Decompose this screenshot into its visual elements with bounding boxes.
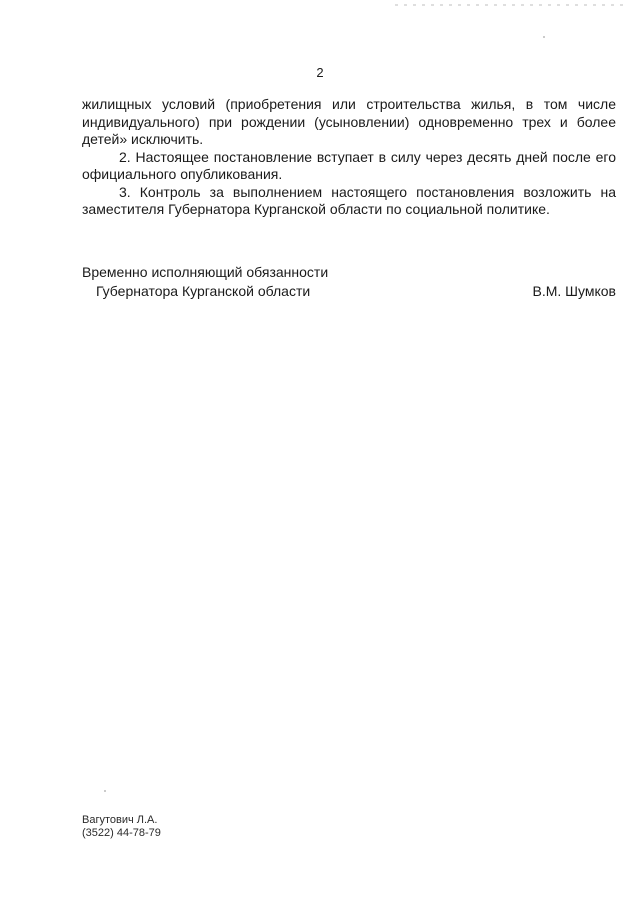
paragraph-item-3: 3. Контроль за выполнением настоящего постановления возложить на заместителя Губернатора Курганской области по социальной политике. (82, 183, 616, 217)
executor-name: Вагутович Л.А. (82, 814, 158, 826)
signatory-title-line2: Губернатора Курганской области (96, 283, 311, 299)
document-body (82, 96, 616, 219)
signatory-name: В.М. Шумков (532, 283, 616, 299)
signature-line (82, 282, 616, 301)
page-number: 2 (316, 65, 324, 80)
signatory-title-line1: Временно исполняющий обязанности (82, 264, 329, 280)
scan-speck (543, 36, 545, 38)
executor-info (82, 814, 161, 840)
paragraph-continuation: жилищных условий (приобретения или строительства жилья, в том числе индивидуального) при рождении (усыновлении) одновременно трех и более детей» исключить. (82, 96, 616, 147)
paragraph-item-2: 2. Настоящее постановление вступает в силу через десять дней после его официального опубликования. (82, 148, 616, 182)
scan-artifact (395, 4, 625, 6)
scan-speck (104, 790, 106, 792)
executor-phone: (3522) 44-78-79 (82, 827, 161, 839)
signature-block (82, 263, 616, 301)
